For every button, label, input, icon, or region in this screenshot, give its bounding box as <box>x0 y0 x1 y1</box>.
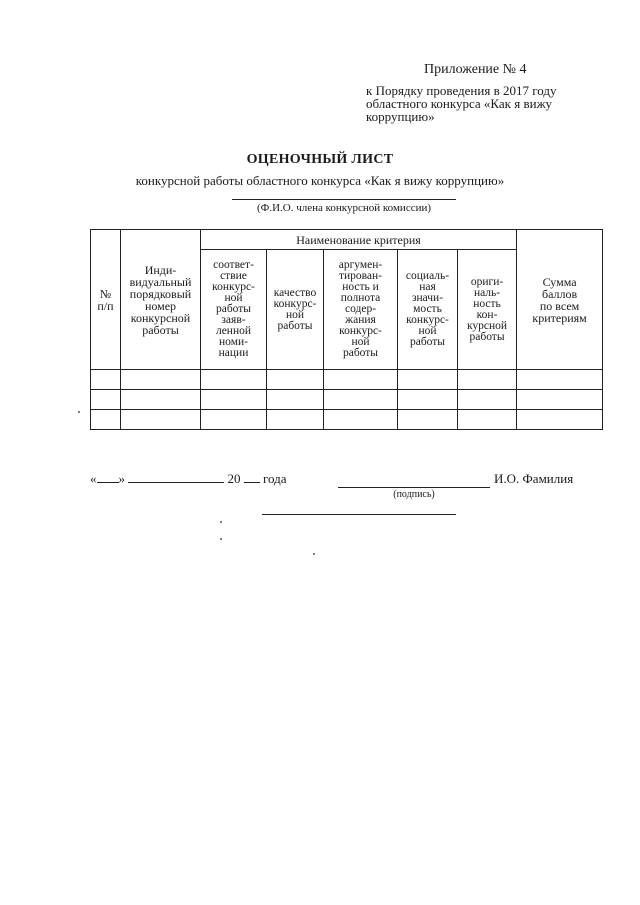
table-cell[interactable] <box>458 410 517 430</box>
table-cell[interactable] <box>324 370 398 390</box>
table-cell[interactable] <box>201 370 267 390</box>
header-criterion-originality: ориги- наль- ность кон- курсной работы <box>458 250 517 370</box>
table-cell[interactable] <box>398 370 458 390</box>
scan-speck <box>78 411 80 413</box>
table-cell[interactable] <box>458 370 517 390</box>
header-total-score: Сумма баллов по всем критериям <box>517 230 603 370</box>
table-row <box>91 370 603 390</box>
header-criterion-argumentation: аргумен- тирован- ность и полнота содер- жания конкурс- ной работы <box>324 250 398 370</box>
table-cell[interactable] <box>267 370 324 390</box>
signature-caption: (подпись) <box>393 489 435 500</box>
header-criterion-significance: социаль- ная значи- мость конкурс- ной работы <box>398 250 458 370</box>
page-title: ОЦЕНОЧНЫЙ ЛИСТ <box>246 152 394 167</box>
page-subtitle: конкурсной работы областного конкурса «Как я вижу коррупцию» <box>135 173 505 188</box>
scan-speck <box>220 538 222 540</box>
table-cell[interactable] <box>91 410 121 430</box>
header-criterion-nomination: соответ- ствие конкурс- ной работы заяв- ленной номи- нации <box>201 250 267 370</box>
signer-name: И.О. Фамилия <box>494 471 574 486</box>
header-work-id: Инди- видуальный порядковый номер конкурсной работы <box>121 230 201 370</box>
table-cell[interactable] <box>398 390 458 410</box>
table-cell[interactable] <box>517 370 603 390</box>
table-row <box>91 410 603 430</box>
table-cell[interactable] <box>324 410 398 430</box>
table-cell[interactable] <box>121 370 201 390</box>
member-name-caption: (Ф.И.О. члена конкурсной комиссии) <box>256 202 432 214</box>
table-cell[interactable] <box>324 390 398 410</box>
table-cell[interactable] <box>91 370 121 390</box>
appendix-title: Приложение № 4 <box>424 62 527 77</box>
table-cell[interactable] <box>121 410 201 430</box>
table-cell[interactable] <box>91 390 121 410</box>
day-blank[interactable] <box>97 471 119 483</box>
header-criteria-group: Наименование критерия <box>201 230 517 250</box>
table-cell[interactable] <box>121 390 201 410</box>
month-blank[interactable] <box>128 471 224 483</box>
bottom-line <box>262 514 456 515</box>
table-cell[interactable] <box>398 410 458 430</box>
appendix-reference: к Порядку проведения в 2017 году областного конкурса «Как я вижу коррупцию» <box>366 83 557 124</box>
scan-speck <box>220 521 222 523</box>
date-field <box>90 471 287 487</box>
header-criterion-quality: качество конкурс- ной работы <box>267 250 324 370</box>
table-cell[interactable] <box>517 390 603 410</box>
table-cell[interactable] <box>201 390 267 410</box>
table-cell[interactable] <box>267 410 324 430</box>
quote-open: « <box>90 471 97 486</box>
table-cell[interactable] <box>201 410 267 430</box>
evaluation-table <box>90 229 603 430</box>
year-suffix: года <box>263 471 287 486</box>
year-prefix: 20 <box>227 471 241 486</box>
table-cell[interactable] <box>267 390 324 410</box>
table-cell[interactable] <box>517 410 603 430</box>
scan-speck <box>313 553 315 555</box>
signature-line[interactable] <box>338 487 490 488</box>
quote-close: » <box>118 471 125 486</box>
year-blank[interactable] <box>244 471 260 483</box>
table-cell[interactable] <box>458 390 517 410</box>
member-name-line <box>232 199 456 200</box>
header-number: № п/п <box>91 230 121 370</box>
table-row <box>91 390 603 410</box>
